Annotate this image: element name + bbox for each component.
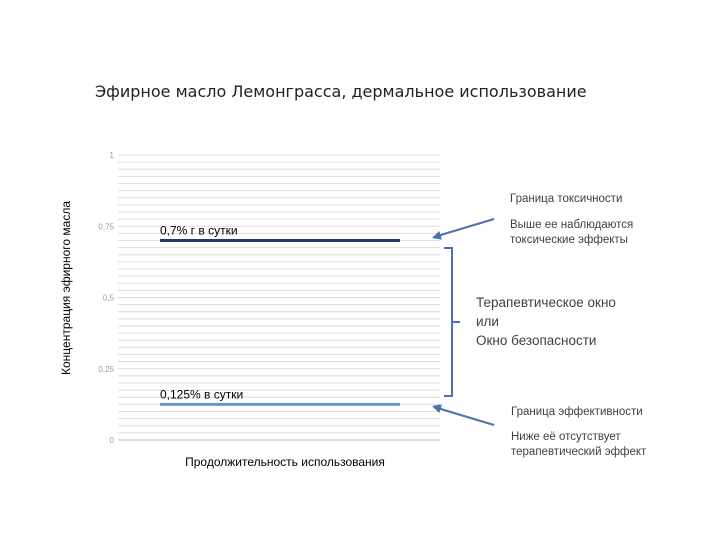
window-line-2: или — [476, 314, 499, 329]
y-tick-label: 1 — [109, 151, 114, 160]
eff-title: Граница эффективности — [511, 406, 643, 418]
eff-arrow — [434, 407, 494, 425]
toxic-line-1: Выше ее наблюдаются — [510, 219, 634, 231]
toxic-arrow — [434, 219, 494, 237]
y-axis-label: Концентрация эфирного масла — [59, 201, 73, 375]
window-line-1: Терапевтическое окно — [476, 295, 616, 310]
window-line-3: Окно безопасности — [476, 333, 597, 348]
series — [160, 224, 400, 405]
toxic-arrowhead — [432, 231, 442, 240]
window-bracket — [444, 248, 460, 396]
eff-line-2: терапевтический эффект — [511, 446, 647, 458]
series-label-1: 0,7% г в сутки — [160, 223, 238, 238]
toxic-line-2: токсические эффекты — [510, 234, 628, 246]
eff-line-1: Ниже её отсутствует — [511, 431, 621, 443]
y-tick-label: 0,25 — [98, 364, 114, 374]
y-tick-label: 0 — [109, 436, 114, 445]
series-label-2: 0,125% в сутки — [160, 387, 244, 402]
chart-title: Эфирное масло Лемонграсса, дермальное использование — [95, 82, 587, 101]
x-axis-label: Продолжительность использования — [185, 455, 385, 469]
y-tick-label: 0,75 — [98, 222, 114, 232]
y-ticks — [98, 151, 114, 445]
toxic-title: Граница токсичности — [510, 193, 623, 205]
y-tick-label: 0,5 — [102, 293, 114, 303]
